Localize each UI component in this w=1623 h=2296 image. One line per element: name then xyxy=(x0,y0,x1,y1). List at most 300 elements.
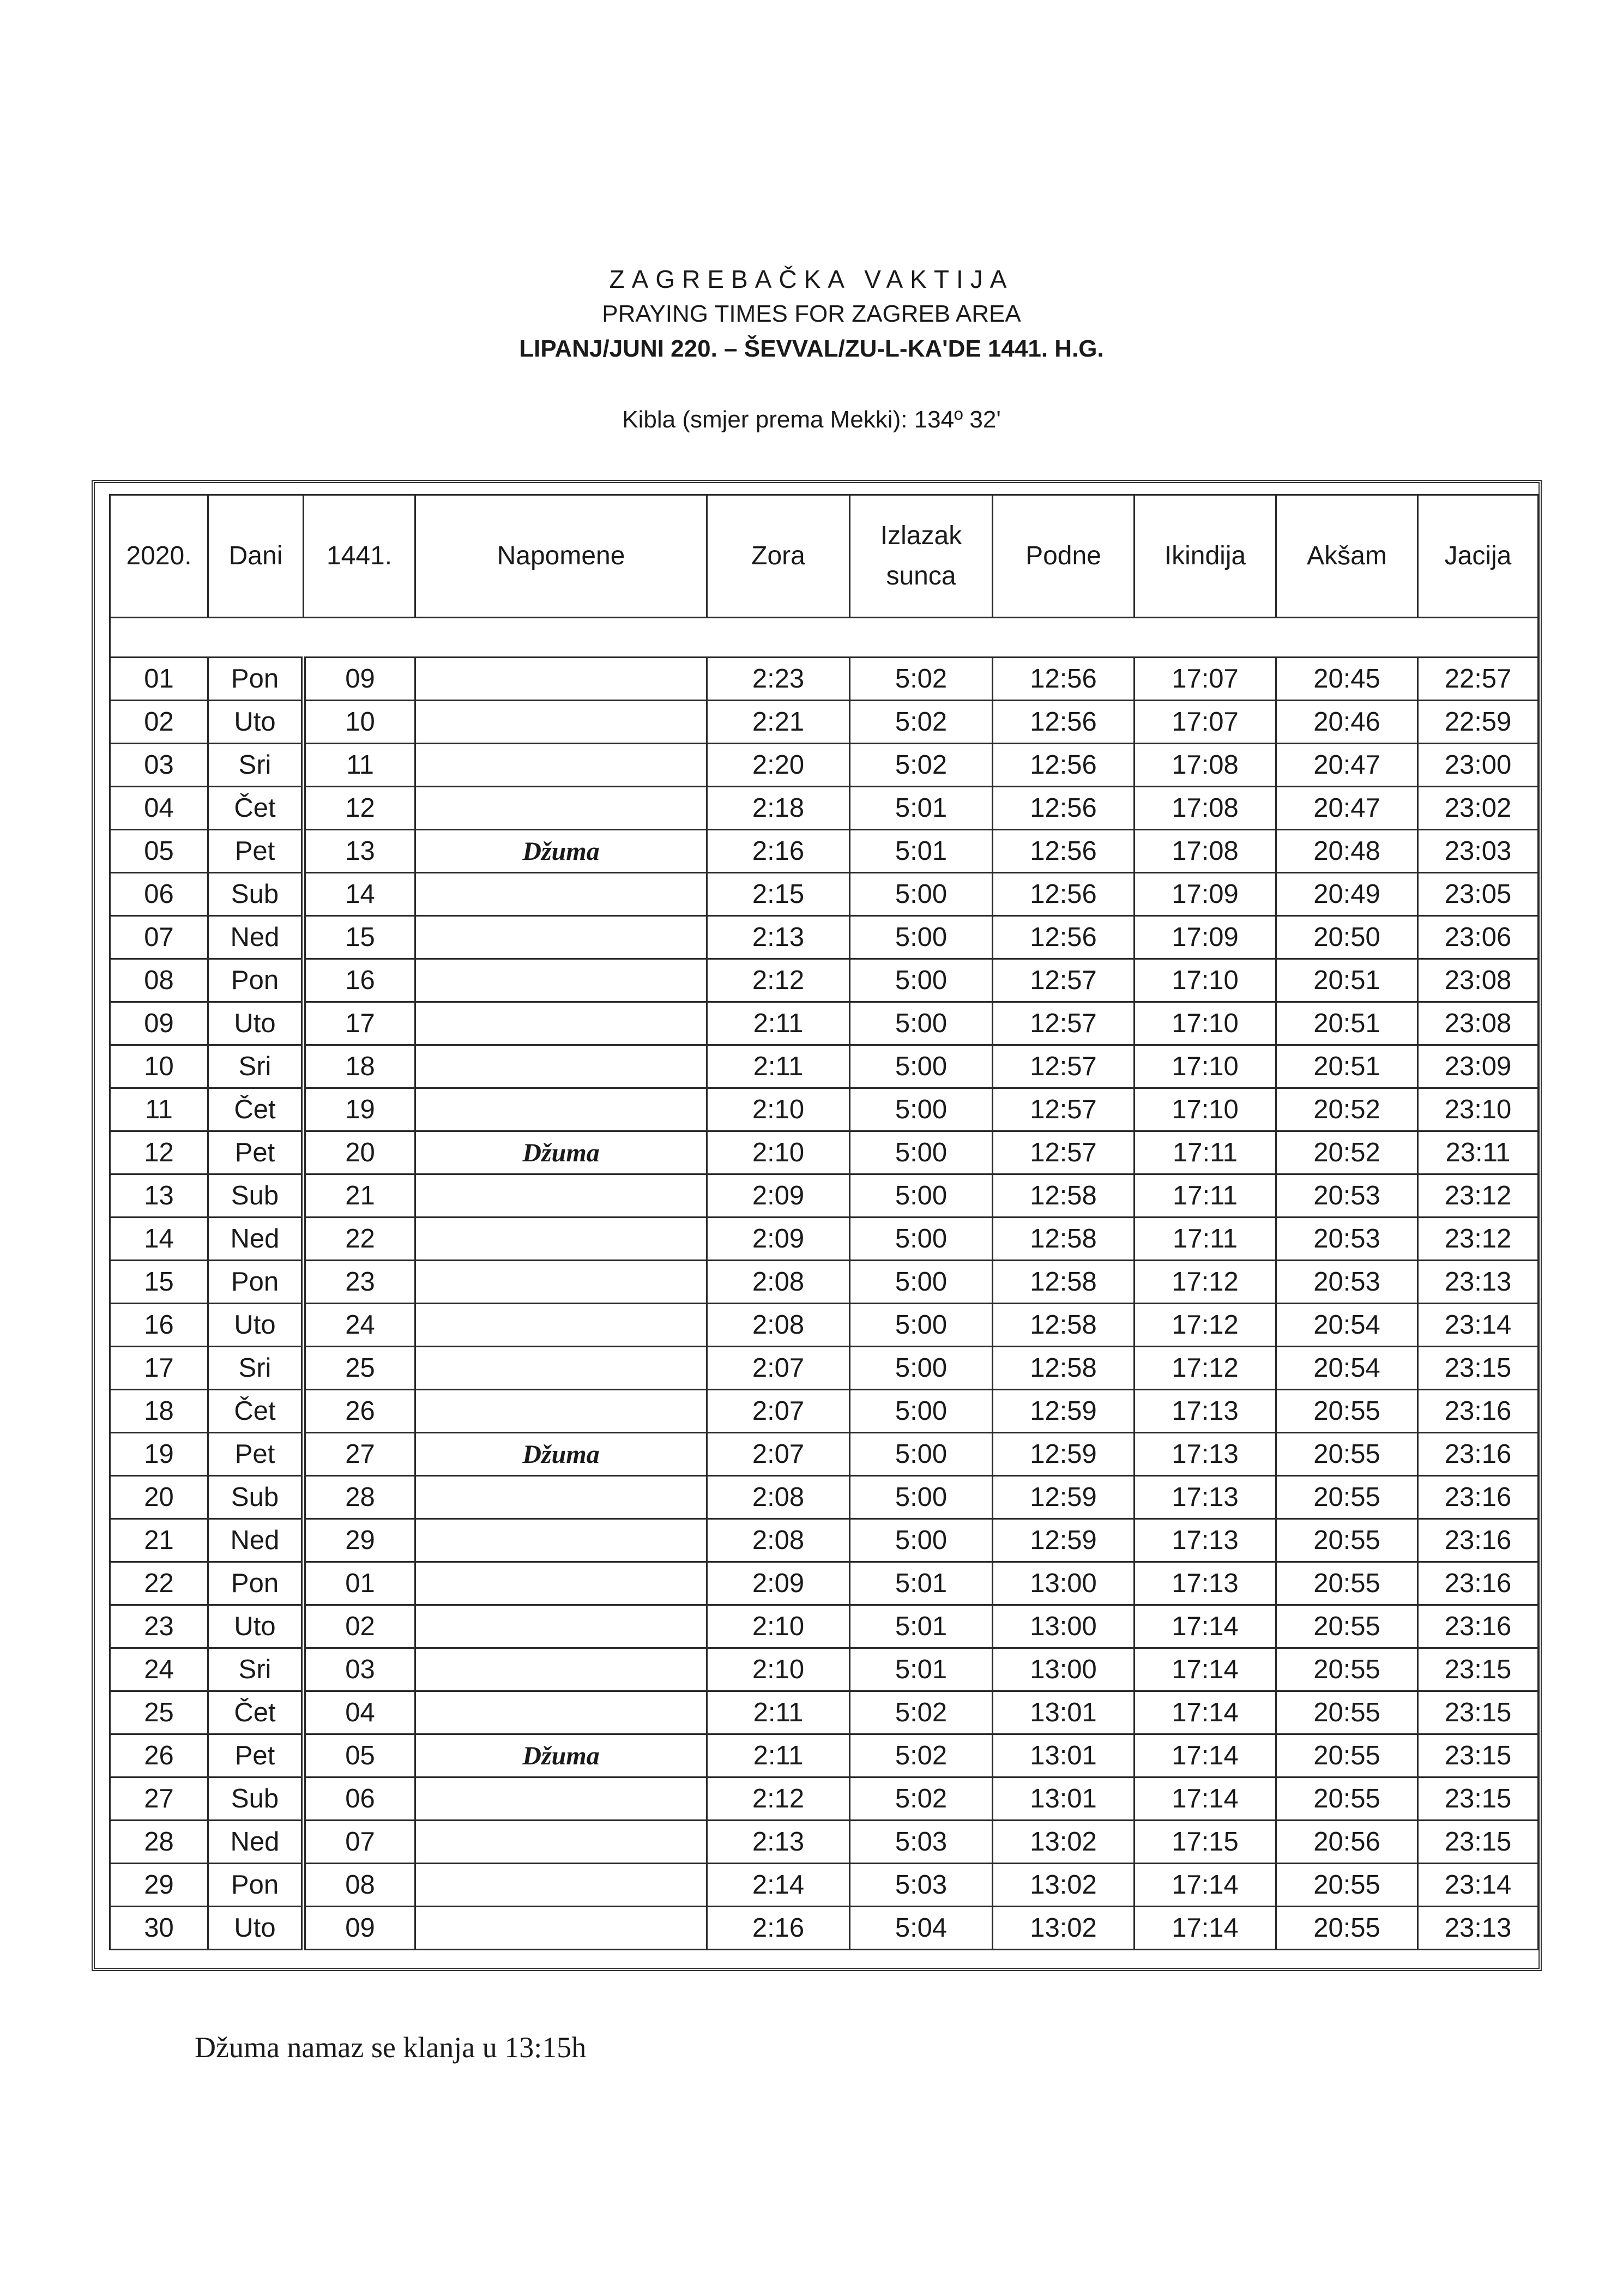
cell-note xyxy=(415,744,707,787)
cell-date: 19 xyxy=(110,1433,208,1476)
table-row xyxy=(110,1045,1538,1088)
cell-fajr: 2:07 xyxy=(707,1347,850,1390)
cell-day: Pet xyxy=(208,1131,304,1174)
cell-hijri: 06 xyxy=(304,1777,415,1821)
cell-fajr: 2:08 xyxy=(707,1304,850,1347)
cell-day: Sri xyxy=(208,744,304,787)
cell-isha: 23:00 xyxy=(1418,744,1538,787)
cell-asr: 17:08 xyxy=(1135,830,1276,873)
cell-sunrise: 5:02 xyxy=(850,701,993,744)
cell-asr: 17:12 xyxy=(1135,1347,1276,1390)
cell-note xyxy=(415,1261,707,1304)
cell-asr: 17:14 xyxy=(1135,1864,1276,1907)
cell-isha: 22:59 xyxy=(1418,701,1538,744)
cell-fajr: 2:08 xyxy=(707,1261,850,1304)
cell-asr: 17:14 xyxy=(1135,1734,1276,1777)
cell-asr: 17:11 xyxy=(1135,1131,1276,1174)
cell-date: 18 xyxy=(110,1390,208,1433)
cell-sunrise: 5:02 xyxy=(850,1734,993,1777)
cell-sunrise: 5:00 xyxy=(850,1002,993,1045)
cell-note xyxy=(415,1907,707,1950)
cell-sunrise: 5:00 xyxy=(850,1519,993,1562)
cell-hijri: 25 xyxy=(304,1347,415,1390)
cell-dhuhr: 12:58 xyxy=(993,1218,1135,1261)
period-title: LIPANJ/JUNI 220. – ŠEVVAL/ZU-L-KA'DE 1441. H.G. xyxy=(519,335,1104,362)
table-header-row xyxy=(110,495,1538,618)
cell-day: Pon xyxy=(208,658,304,701)
cell-sunrise: 5:00 xyxy=(850,1433,993,1476)
cell-asr: 17:13 xyxy=(1135,1390,1276,1433)
cell-date: 13 xyxy=(110,1174,208,1218)
cell-maghrib: 20:55 xyxy=(1276,1777,1418,1821)
cell-note xyxy=(415,658,707,701)
cell-asr: 17:09 xyxy=(1135,916,1276,959)
cell-fajr: 2:11 xyxy=(707,1045,850,1088)
cell-maghrib: 20:55 xyxy=(1276,1519,1418,1562)
cell-isha: 23:16 xyxy=(1418,1390,1538,1433)
cell-fajr: 2:23 xyxy=(707,658,850,701)
table-row xyxy=(110,1476,1538,1519)
cell-asr: 17:08 xyxy=(1135,744,1276,787)
cell-asr: 17:13 xyxy=(1135,1562,1276,1605)
cell-note xyxy=(415,1648,707,1691)
cell-maghrib: 20:50 xyxy=(1276,916,1418,959)
cell-fajr: 2:09 xyxy=(707,1562,850,1605)
cell-maghrib: 20:47 xyxy=(1276,744,1418,787)
prayer-times-table xyxy=(109,494,1539,1950)
cell-asr: 17:09 xyxy=(1135,873,1276,916)
cell-isha: 23:13 xyxy=(1418,1261,1538,1304)
cell-day: Sri xyxy=(208,1045,304,1088)
cell-maghrib: 20:55 xyxy=(1276,1390,1418,1433)
col-header-year: 2020. xyxy=(110,495,208,618)
cell-isha: 23:16 xyxy=(1418,1605,1538,1648)
table-row xyxy=(110,1433,1538,1476)
cell-fajr: 2:16 xyxy=(707,1907,850,1950)
cell-maghrib: 20:55 xyxy=(1276,1562,1418,1605)
table-row xyxy=(110,873,1538,916)
cell-sunrise: 5:00 xyxy=(850,1347,993,1390)
cell-isha: 23:09 xyxy=(1418,1045,1538,1088)
cell-note xyxy=(415,1304,707,1347)
cell-day: Sri xyxy=(208,1648,304,1691)
cell-hijri: 16 xyxy=(304,959,415,1002)
cell-sunrise: 5:00 xyxy=(850,1218,993,1261)
cell-asr: 17:10 xyxy=(1135,1045,1276,1088)
cell-maghrib: 20:45 xyxy=(1276,658,1418,701)
cell-date: 23 xyxy=(110,1605,208,1648)
cell-isha: 23:15 xyxy=(1418,1734,1538,1777)
cell-note xyxy=(415,1777,707,1821)
table-spacer-row xyxy=(110,618,1538,658)
table-row xyxy=(110,1907,1538,1950)
cell-hijri: 20 xyxy=(304,1131,415,1174)
cell-asr: 17:11 xyxy=(1135,1218,1276,1261)
col-header-sunrise: Izlazak sunca xyxy=(850,495,993,618)
cell-isha: 23:12 xyxy=(1418,1218,1538,1261)
cell-maghrib: 20:55 xyxy=(1276,1476,1418,1519)
cell-isha: 23:15 xyxy=(1418,1347,1538,1390)
cell-note xyxy=(415,959,707,1002)
cell-sunrise: 5:02 xyxy=(850,658,993,701)
cell-maghrib: 20:55 xyxy=(1276,1734,1418,1777)
cell-dhuhr: 12:57 xyxy=(993,1088,1135,1131)
cell-isha: 22:57 xyxy=(1418,658,1538,701)
cell-day: Uto xyxy=(208,1605,304,1648)
cell-dhuhr: 13:02 xyxy=(993,1907,1135,1950)
cell-maghrib: 20:55 xyxy=(1276,1605,1418,1648)
cell-fajr: 2:10 xyxy=(707,1648,850,1691)
cell-day: Čet xyxy=(208,1088,304,1131)
cell-fajr: 2:08 xyxy=(707,1519,850,1562)
cell-sunrise: 5:00 xyxy=(850,1390,993,1433)
col-header-asr: Ikindija xyxy=(1135,495,1276,618)
cell-day: Čet xyxy=(208,1390,304,1433)
cell-day: Sub xyxy=(208,1777,304,1821)
cell-dhuhr: 12:59 xyxy=(993,1519,1135,1562)
cell-hijri: 08 xyxy=(304,1864,415,1907)
table-row xyxy=(110,1691,1538,1734)
cell-sunrise: 5:00 xyxy=(850,873,993,916)
cell-maghrib: 20:52 xyxy=(1276,1088,1418,1131)
cell-isha: 23:15 xyxy=(1418,1648,1538,1691)
cell-dhuhr: 13:00 xyxy=(993,1605,1135,1648)
table-row xyxy=(110,1864,1538,1907)
cell-note: Džuma xyxy=(415,1433,707,1476)
col-header-dhuhr: Podne xyxy=(993,495,1135,618)
cell-date: 29 xyxy=(110,1864,208,1907)
cell-day: Pet xyxy=(208,1433,304,1476)
cell-maghrib: 20:48 xyxy=(1276,830,1418,873)
cell-dhuhr: 12:56 xyxy=(993,830,1135,873)
cell-fajr: 2:11 xyxy=(707,1734,850,1777)
kibla-direction: Kibla (smjer prema Mekki): 134º 32' xyxy=(622,406,1001,433)
cell-day: Sub xyxy=(208,873,304,916)
cell-dhuhr: 12:59 xyxy=(993,1390,1135,1433)
cell-hijri: 19 xyxy=(304,1088,415,1131)
cell-isha: 23:14 xyxy=(1418,1304,1538,1347)
cell-note: Džuma xyxy=(415,830,707,873)
table-body xyxy=(110,618,1538,1950)
cell-date: 03 xyxy=(110,744,208,787)
cell-asr: 17:14 xyxy=(1135,1777,1276,1821)
cell-asr: 17:15 xyxy=(1135,1821,1276,1864)
cell-isha: 23:16 xyxy=(1418,1562,1538,1605)
cell-isha: 23:15 xyxy=(1418,1821,1538,1864)
table-row xyxy=(110,744,1538,787)
cell-fajr: 2:10 xyxy=(707,1131,850,1174)
cell-hijri: 04 xyxy=(304,1691,415,1734)
table-row xyxy=(110,1821,1538,1864)
cell-day: Uto xyxy=(208,701,304,744)
cell-note xyxy=(415,1174,707,1218)
cell-hijri: 05 xyxy=(304,1734,415,1777)
cell-date: 17 xyxy=(110,1347,208,1390)
cell-day: Pon xyxy=(208,1562,304,1605)
cell-day: Čet xyxy=(208,787,304,830)
cell-dhuhr: 12:58 xyxy=(993,1261,1135,1304)
cell-fajr: 2:20 xyxy=(707,744,850,787)
cell-date: 01 xyxy=(110,658,208,701)
cell-date: 25 xyxy=(110,1691,208,1734)
cell-isha: 23:14 xyxy=(1418,1864,1538,1907)
cell-date: 06 xyxy=(110,873,208,916)
col-header-hijri: 1441. xyxy=(304,495,415,618)
cell-dhuhr: 13:02 xyxy=(993,1864,1135,1907)
cell-dhuhr: 12:56 xyxy=(993,701,1135,744)
cell-date: 07 xyxy=(110,916,208,959)
table-row xyxy=(110,1304,1538,1347)
cell-sunrise: 5:00 xyxy=(850,1131,993,1174)
cell-hijri: 23 xyxy=(304,1261,415,1304)
cell-note xyxy=(415,1691,707,1734)
cell-sunrise: 5:03 xyxy=(850,1864,993,1907)
cell-isha: 23:16 xyxy=(1418,1519,1538,1562)
cell-hijri: 22 xyxy=(304,1218,415,1261)
table-row xyxy=(110,787,1538,830)
cell-note xyxy=(415,1562,707,1605)
cell-hijri: 24 xyxy=(304,1304,415,1347)
cell-maghrib: 20:51 xyxy=(1276,1045,1418,1088)
cell-note: Džuma xyxy=(415,1734,707,1777)
cell-hijri: 29 xyxy=(304,1519,415,1562)
cell-date: 02 xyxy=(110,701,208,744)
cell-sunrise: 5:01 xyxy=(850,1648,993,1691)
table-row xyxy=(110,1519,1538,1562)
cell-sunrise: 5:01 xyxy=(850,1605,993,1648)
cell-maghrib: 20:47 xyxy=(1276,787,1418,830)
cell-note xyxy=(415,1821,707,1864)
spacer-cell xyxy=(110,618,1538,658)
table-row xyxy=(110,1347,1538,1390)
cell-sunrise: 5:01 xyxy=(850,1562,993,1605)
cell-date: 05 xyxy=(110,830,208,873)
col-header-maghrib: Akšam xyxy=(1276,495,1418,618)
cell-dhuhr: 13:00 xyxy=(993,1562,1135,1605)
cell-sunrise: 5:02 xyxy=(850,1777,993,1821)
cell-maghrib: 20:55 xyxy=(1276,1691,1418,1734)
cell-dhuhr: 12:59 xyxy=(993,1433,1135,1476)
cell-fajr: 2:14 xyxy=(707,1864,850,1907)
cell-date: 22 xyxy=(110,1562,208,1605)
table-row xyxy=(110,916,1538,959)
cell-hijri: 10 xyxy=(304,701,415,744)
cell-day: Ned xyxy=(208,1519,304,1562)
cell-hijri: 02 xyxy=(304,1605,415,1648)
cell-date: 24 xyxy=(110,1648,208,1691)
cell-day: Sub xyxy=(208,1174,304,1218)
cell-asr: 17:10 xyxy=(1135,1002,1276,1045)
cell-day: Pet xyxy=(208,830,304,873)
table-row xyxy=(110,959,1538,1002)
cell-isha: 23:11 xyxy=(1418,1131,1538,1174)
cell-dhuhr: 13:02 xyxy=(993,1821,1135,1864)
table-row xyxy=(110,1734,1538,1777)
cell-isha: 23:16 xyxy=(1418,1433,1538,1476)
cell-maghrib: 20:53 xyxy=(1276,1218,1418,1261)
cell-sunrise: 5:03 xyxy=(850,1821,993,1864)
cell-date: 27 xyxy=(110,1777,208,1821)
document-subtitle: PRAYING TIMES FOR ZAGREB AREA xyxy=(602,300,1021,327)
cell-fajr: 2:10 xyxy=(707,1088,850,1131)
cell-note xyxy=(415,1045,707,1088)
cell-maghrib: 20:49 xyxy=(1276,873,1418,916)
cell-hijri: 01 xyxy=(304,1562,415,1605)
cell-fajr: 2:13 xyxy=(707,1821,850,1864)
cell-hijri: 18 xyxy=(304,1045,415,1088)
cell-sunrise: 5:02 xyxy=(850,744,993,787)
cell-day: Uto xyxy=(208,1002,304,1045)
cell-fajr: 2:09 xyxy=(707,1218,850,1261)
cell-fajr: 2:07 xyxy=(707,1433,850,1476)
cell-asr: 17:14 xyxy=(1135,1605,1276,1648)
cell-day: Sri xyxy=(208,1347,304,1390)
cell-note xyxy=(415,1002,707,1045)
cell-dhuhr: 12:58 xyxy=(993,1347,1135,1390)
cell-hijri: 13 xyxy=(304,830,415,873)
cell-isha: 23:02 xyxy=(1418,787,1538,830)
cell-asr: 17:14 xyxy=(1135,1691,1276,1734)
cell-dhuhr: 12:56 xyxy=(993,744,1135,787)
cell-date: 09 xyxy=(110,1002,208,1045)
cell-dhuhr: 12:56 xyxy=(993,873,1135,916)
cell-day: Uto xyxy=(208,1907,304,1950)
cell-hijri: 15 xyxy=(304,916,415,959)
cell-maghrib: 20:55 xyxy=(1276,1907,1418,1950)
cell-dhuhr: 12:56 xyxy=(993,916,1135,959)
cell-date: 08 xyxy=(110,959,208,1002)
cell-asr: 17:12 xyxy=(1135,1304,1276,1347)
cell-fajr: 2:08 xyxy=(707,1476,850,1519)
table-row xyxy=(110,1562,1538,1605)
cell-day: Pon xyxy=(208,1864,304,1907)
cell-maghrib: 20:51 xyxy=(1276,1002,1418,1045)
cell-hijri: 07 xyxy=(304,1821,415,1864)
cell-sunrise: 5:01 xyxy=(850,830,993,873)
cell-date: 28 xyxy=(110,1821,208,1864)
cell-date: 14 xyxy=(110,1218,208,1261)
table-row xyxy=(110,1777,1538,1821)
cell-fajr: 2:09 xyxy=(707,1174,850,1218)
cell-hijri: 28 xyxy=(304,1476,415,1519)
cell-sunrise: 5:00 xyxy=(850,1476,993,1519)
cell-day: Pon xyxy=(208,1261,304,1304)
cell-dhuhr: 12:58 xyxy=(993,1304,1135,1347)
table-row xyxy=(110,1261,1538,1304)
cell-hijri: 21 xyxy=(304,1174,415,1218)
cell-asr: 17:08 xyxy=(1135,787,1276,830)
cell-day: Pet xyxy=(208,1734,304,1777)
cell-maghrib: 20:52 xyxy=(1276,1131,1418,1174)
table-row xyxy=(110,830,1538,873)
col-header-day: Dani xyxy=(208,495,304,618)
cell-hijri: 12 xyxy=(304,787,415,830)
cell-fajr: 2:07 xyxy=(707,1390,850,1433)
col-header-fajr: Zora xyxy=(707,495,850,618)
cell-sunrise: 5:00 xyxy=(850,1045,993,1088)
cell-maghrib: 20:46 xyxy=(1276,701,1418,744)
cell-note xyxy=(415,916,707,959)
cell-isha: 23:06 xyxy=(1418,916,1538,959)
document-header xyxy=(0,263,1623,436)
cell-sunrise: 5:00 xyxy=(850,1174,993,1218)
cell-note xyxy=(415,701,707,744)
cell-maghrib: 20:51 xyxy=(1276,959,1418,1002)
cell-maghrib: 20:53 xyxy=(1276,1261,1418,1304)
cell-isha: 23:08 xyxy=(1418,1002,1538,1045)
cell-maghrib: 20:55 xyxy=(1276,1648,1418,1691)
cell-dhuhr: 13:00 xyxy=(993,1648,1135,1691)
cell-hijri: 27 xyxy=(304,1433,415,1476)
cell-isha: 23:08 xyxy=(1418,959,1538,1002)
cell-day: Uto xyxy=(208,1304,304,1347)
table-row xyxy=(110,701,1538,744)
cell-hijri: 03 xyxy=(304,1648,415,1691)
cell-hijri: 11 xyxy=(304,744,415,787)
cell-note: Džuma xyxy=(415,1131,707,1174)
cell-maghrib: 20:55 xyxy=(1276,1433,1418,1476)
cell-asr: 17:14 xyxy=(1135,1648,1276,1691)
cell-note xyxy=(415,1476,707,1519)
cell-dhuhr: 12:58 xyxy=(993,1174,1135,1218)
cell-fajr: 2:13 xyxy=(707,916,850,959)
cell-day: Sub xyxy=(208,1476,304,1519)
cell-dhuhr: 12:59 xyxy=(993,1476,1135,1519)
document-title: ZAGREBAČKA VAKTIJA xyxy=(609,265,1014,293)
cell-hijri: 26 xyxy=(304,1390,415,1433)
cell-asr: 17:10 xyxy=(1135,959,1276,1002)
cell-date: 12 xyxy=(110,1131,208,1174)
cell-isha: 23:16 xyxy=(1418,1476,1538,1519)
cell-asr: 17:13 xyxy=(1135,1519,1276,1562)
cell-day: Ned xyxy=(208,1218,304,1261)
cell-day: Čet xyxy=(208,1691,304,1734)
cell-isha: 23:12 xyxy=(1418,1174,1538,1218)
cell-day: Ned xyxy=(208,916,304,959)
cell-asr: 17:14 xyxy=(1135,1907,1276,1950)
cell-isha: 23:10 xyxy=(1418,1088,1538,1131)
cell-date: 15 xyxy=(110,1261,208,1304)
col-header-isha: Jacija xyxy=(1418,495,1538,618)
cell-asr: 17:07 xyxy=(1135,658,1276,701)
cell-day: Pon xyxy=(208,959,304,1002)
cell-asr: 17:10 xyxy=(1135,1088,1276,1131)
cell-dhuhr: 12:57 xyxy=(993,1045,1135,1088)
cell-maghrib: 20:53 xyxy=(1276,1174,1418,1218)
cell-date: 30 xyxy=(110,1907,208,1950)
cell-hijri: 17 xyxy=(304,1002,415,1045)
cell-maghrib: 20:54 xyxy=(1276,1304,1418,1347)
cell-fajr: 2:12 xyxy=(707,1777,850,1821)
table-row xyxy=(110,1088,1538,1131)
cell-date: 11 xyxy=(110,1088,208,1131)
cell-hijri: 09 xyxy=(304,1907,415,1950)
cell-note xyxy=(415,1218,707,1261)
cell-maghrib: 20:56 xyxy=(1276,1821,1418,1864)
cell-hijri: 09 xyxy=(304,658,415,701)
cell-fajr: 2:12 xyxy=(707,959,850,1002)
cell-fajr: 2:10 xyxy=(707,1605,850,1648)
cell-sunrise: 5:02 xyxy=(850,1691,993,1734)
cell-fajr: 2:11 xyxy=(707,1691,850,1734)
cell-sunrise: 5:04 xyxy=(850,1907,993,1950)
cell-sunrise: 5:01 xyxy=(850,787,993,830)
cell-note xyxy=(415,1519,707,1562)
cell-maghrib: 20:54 xyxy=(1276,1347,1418,1390)
cell-dhuhr: 12:57 xyxy=(993,959,1135,1002)
cell-day: Ned xyxy=(208,1821,304,1864)
cell-fajr: 2:16 xyxy=(707,830,850,873)
